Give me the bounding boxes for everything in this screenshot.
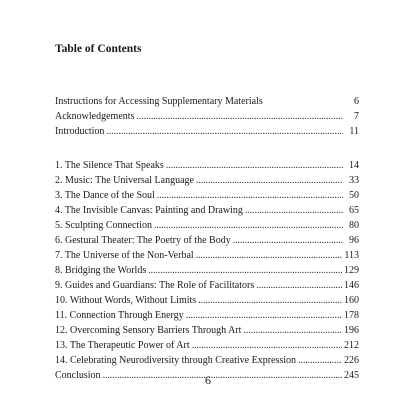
toc-entry-title: 5. Sculpting Connection bbox=[55, 220, 152, 231]
table-of-contents bbox=[55, 94, 359, 383]
dot-leader bbox=[245, 203, 343, 218]
toc-entry bbox=[55, 293, 359, 308]
toc-entry bbox=[55, 158, 359, 173]
toc-entry bbox=[55, 124, 359, 139]
toc-entry bbox=[55, 233, 359, 248]
toc-entry bbox=[55, 188, 359, 203]
toc-entry bbox=[55, 248, 359, 263]
toc-entry-page: 245 bbox=[344, 370, 359, 381]
toc-entry bbox=[55, 338, 359, 353]
page-number: 6 bbox=[205, 373, 211, 387]
section-gap bbox=[55, 139, 359, 158]
toc-entry-title: 7. The Universe of the Non-Verbal bbox=[55, 250, 194, 261]
toc-entry-title: 9. Guides and Guardians: The Role of Facilitators bbox=[55, 280, 255, 291]
front-matter-list bbox=[55, 94, 359, 139]
toc-entry-page: 96 bbox=[349, 235, 359, 246]
toc-entry-title: Acknowledgements bbox=[55, 111, 135, 122]
toc-entry-title: 8. Bridging the Worlds bbox=[55, 265, 147, 276]
toc-entry-page: 14 bbox=[349, 160, 359, 171]
dot-leader bbox=[256, 278, 342, 293]
toc-entry-title: Conclusion bbox=[55, 370, 101, 381]
toc-entry-title: 11. Connection Through Energy bbox=[55, 310, 184, 321]
toc-entry-page: 146 bbox=[344, 280, 359, 291]
toc-entry bbox=[55, 353, 359, 368]
dot-leader bbox=[198, 293, 342, 308]
toc-entry bbox=[55, 278, 359, 293]
toc-entry-page: 113 bbox=[344, 250, 359, 261]
toc-entry-title: Instructions for Accessing Supplementary Materials bbox=[55, 96, 263, 107]
toc-entry-page: 33 bbox=[349, 175, 359, 186]
dot-leader bbox=[243, 323, 342, 338]
toc-entry-title: 6. Gestural Theater: The Poetry of the Body bbox=[55, 235, 231, 246]
toc-entry-page: 226 bbox=[344, 355, 359, 366]
toc-entry bbox=[55, 308, 359, 323]
toc-entry-title: 4. The Invisible Canvas: Painting and Drawing bbox=[55, 205, 243, 216]
dot-leader bbox=[196, 173, 343, 188]
toc-entry bbox=[55, 173, 359, 188]
dot-leader bbox=[166, 158, 343, 173]
toc-entry-title: 1. The Silence That Speaks bbox=[55, 160, 164, 171]
toc-entry bbox=[55, 323, 359, 338]
toc-entry-page: 129 bbox=[344, 265, 359, 276]
dot-leader bbox=[298, 353, 342, 368]
toc-entry bbox=[55, 94, 359, 109]
dot-leader bbox=[136, 109, 343, 124]
toc-entry-page: 65 bbox=[349, 205, 359, 216]
toc-entry-page: 196 bbox=[344, 325, 359, 336]
dot-leader bbox=[157, 188, 343, 203]
dot-leader bbox=[148, 263, 342, 278]
toc-entry-page: 7 bbox=[354, 111, 359, 122]
toc-entry-page: 6 bbox=[354, 96, 359, 107]
toc-entry bbox=[55, 203, 359, 218]
toc-entry-page: 50 bbox=[349, 190, 359, 201]
toc-entry-title: 2. Music: The Universal Language bbox=[55, 175, 194, 186]
dot-leader bbox=[186, 308, 342, 323]
toc-entry-page: 178 bbox=[344, 310, 359, 321]
dot-leader bbox=[233, 233, 343, 248]
dot-leader bbox=[106, 124, 343, 139]
toc-entry-page: 160 bbox=[344, 295, 359, 306]
toc-entry-page: 11 bbox=[349, 126, 359, 137]
toc-entry-title: 13. The Therapeutic Power of Art bbox=[55, 340, 190, 351]
page-title: Table of Contents bbox=[55, 43, 142, 55]
toc-entry bbox=[55, 263, 359, 278]
toc-entry-title: 14. Celebrating Neurodiversity through Creative Expression bbox=[55, 355, 297, 366]
toc-entry bbox=[55, 109, 359, 124]
chapter-list bbox=[55, 158, 359, 383]
toc-entry-page: 80 bbox=[349, 220, 359, 231]
dot-leader bbox=[154, 218, 343, 233]
toc-entry-title: 10. Without Words, Without Limits bbox=[55, 295, 197, 306]
toc-entry-title: Introduction bbox=[55, 126, 105, 137]
toc-entry bbox=[55, 218, 359, 233]
toc-entry-title: 12. Overcoming Sensory Barriers Through Art bbox=[55, 325, 242, 336]
dot-leader bbox=[192, 338, 342, 353]
dot-leader bbox=[196, 248, 343, 263]
toc-entry-title: 3. The Dance of the Soul bbox=[55, 190, 155, 201]
toc-entry-page: 212 bbox=[344, 340, 359, 351]
